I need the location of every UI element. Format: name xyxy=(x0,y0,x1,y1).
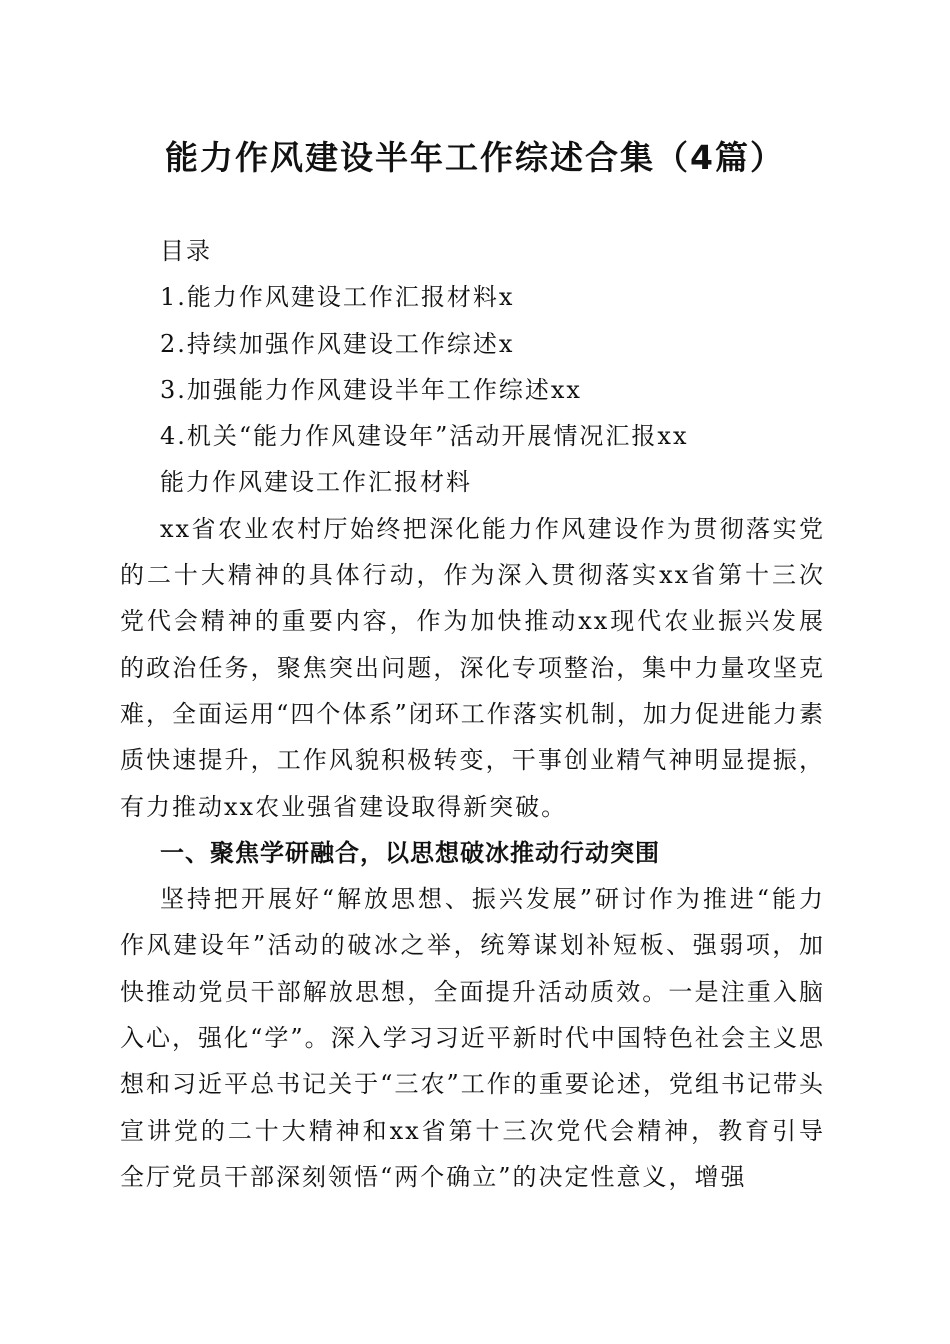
toc-heading: 目录 xyxy=(160,237,212,265)
paragraph-intro: xx省农业农村厅始终把深化能力作风建设作为贯彻落实党的二十大精神的具体行动，作为深入贯彻落实xx省第十三次党代会精神的重要内容，作为加快推动xx现代农业振兴发展的政治任务，聚焦突出问题，深化专项整治，集中力量攻坚克难，全面运用“四个体系”闭环工作落实机制，加力促进能力素质快速提升，工作风貌积极转变，干事创业精气神明显提振，有力推动xx农业强省建设取得新突破。 xyxy=(120,514,825,821)
paragraph-section-1: 坚持把开展好“解放思想、振兴发展”研讨作为推进“能力作风建设年”活动的破冰之举，统筹谋划补短板、强弱项，加快推动党员干部解放思想，全面提升活动质效。一是注重入脑入心，强化“学”。深入学习习近平新时代中国特色社会主义思想和习近平总书记关于“三农”工作的重要论述，党组书记带头宣讲党的二十大精神和xx省第十三次党代会精神，教育引导全厅党员干部深刻领悟“两个确立”的决定性意义，增强 xyxy=(120,885,825,1191)
document-body xyxy=(120,228,825,1200)
article-title: 能力作风建设工作汇报材料 xyxy=(160,468,472,497)
section-heading-1: 一、聚焦学研融合，以思想破冰推动行动突围 xyxy=(160,838,660,867)
toc-item-2: 2.持续加强作风建设工作综述x xyxy=(160,329,515,358)
toc-item-4: 4.机关“能力作风建设年”活动开展情况汇报xx xyxy=(160,422,689,451)
toc-item-1: 1.能力作风建设工作汇报材料x xyxy=(160,283,515,312)
document-title: 能力作风建设半年工作综述合集（4篇） xyxy=(165,138,785,177)
toc-item-3: 3.加强能力作风建设半年工作综述xx xyxy=(160,375,582,404)
